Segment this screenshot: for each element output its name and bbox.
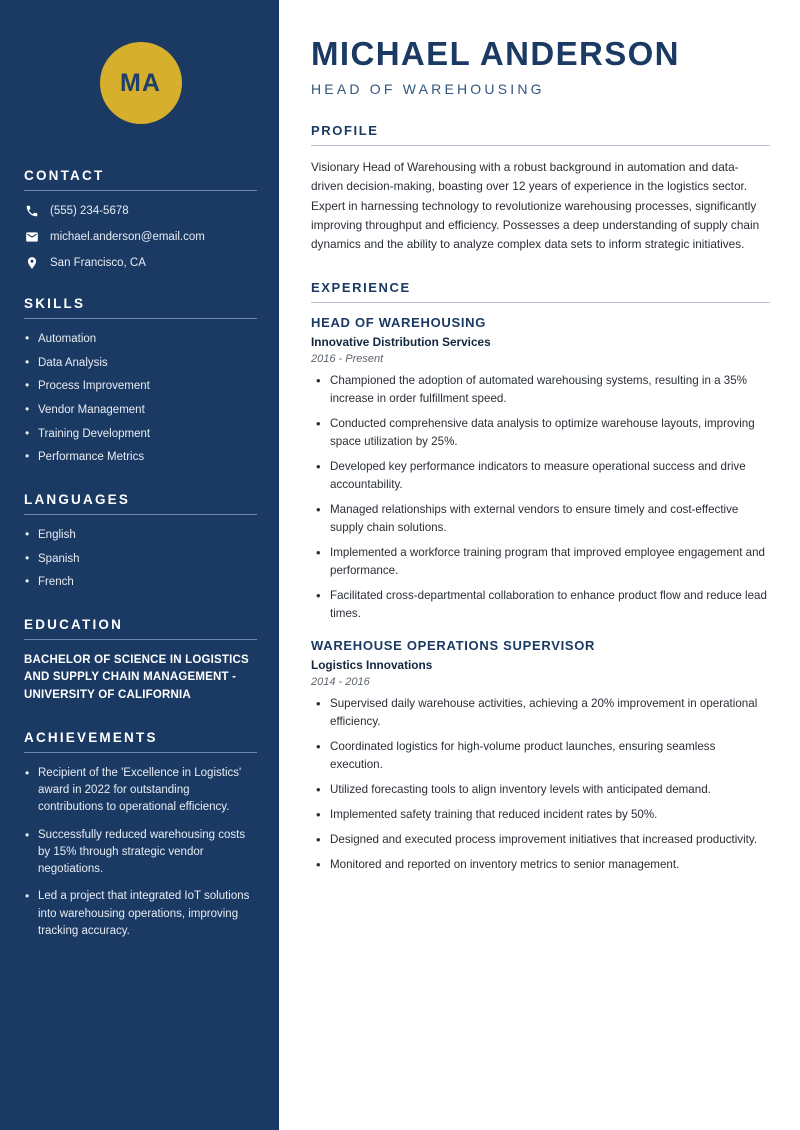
list-item: • Utilized forecasting tools to align inventory levels with anticipated demand. bbox=[313, 781, 770, 799]
job-bullet-list bbox=[313, 372, 770, 623]
experience-section bbox=[311, 280, 770, 874]
job-company: Logistics Innovations bbox=[311, 658, 433, 673]
job-dates: 2014 - 2016 bbox=[311, 676, 370, 689]
profile-heading: PROFILE bbox=[311, 123, 770, 146]
languages-section bbox=[24, 492, 257, 591]
list-item: • Championed the adoption of automated warehousing systems, resulting in a 35% increase in order fulfillment speed. bbox=[313, 372, 770, 408]
achievements-heading: ACHIEVEMENTS bbox=[24, 730, 257, 753]
list-item: • Designed and executed process improvement initiatives that increased productivity. bbox=[313, 831, 770, 849]
envelope-icon bbox=[24, 229, 39, 244]
skills-section bbox=[24, 296, 257, 466]
list-item: • Automation bbox=[24, 331, 257, 348]
list-item: • Developed key performance indicators to measure operational success and drive accountability. bbox=[313, 458, 770, 494]
profile-text: Visionary Head of Warehousing with a robust background in automation and data-driven decision-making, boasting over 12 years of experience in the logistics sector. Expert in harnessing technology to revolutionize warehousing processes, significantly improving throughput and efficiency. Possesses a deep understanding of supply chain dynamics and the ability to analyze complex data sets to inform strategic initiatives. bbox=[311, 160, 760, 251]
list-item: • Supervised daily warehouse activities, achieving a 20% improvement in operational efficiency. bbox=[313, 695, 770, 731]
experience-heading: EXPERIENCE bbox=[311, 280, 770, 303]
contact-email[interactable] bbox=[24, 229, 257, 244]
list-item: • Monitored and reported on inventory metrics to senior management. bbox=[313, 856, 770, 874]
list-item: • Successfully reduced warehousing costs by 15% through strategic vendor negotiations. bbox=[24, 827, 257, 879]
list-item: • Conducted comprehensive data analysis to optimize warehouse layouts, improving space utilization by 25%. bbox=[313, 415, 770, 451]
list-item: • Performance Metrics bbox=[24, 449, 257, 466]
job-title: HEAD OF WAREHOUSING bbox=[311, 314, 487, 330]
languages-list bbox=[24, 527, 257, 591]
page-title: MICHAEL ANDERSON bbox=[311, 35, 680, 72]
contact-location-value: San Francisco, CA bbox=[50, 256, 146, 269]
contact-email-value: michael.anderson@email.com bbox=[50, 230, 205, 243]
list-item: • Training Development bbox=[24, 426, 257, 443]
contact-phone-value: (555) 234-5678 bbox=[50, 204, 129, 217]
list-item: • Led a project that integrated IoT solutions into warehousing operations, improving tracking accuracy. bbox=[24, 888, 257, 940]
list-item: • English bbox=[24, 527, 257, 544]
list-item: • Data Analysis bbox=[24, 355, 257, 372]
languages-heading: LANGUAGES bbox=[24, 492, 257, 515]
experience-entry-1 bbox=[311, 315, 770, 623]
list-item: • Coordinated logistics for high-volume product launches, ensuring seamless execution. bbox=[313, 738, 770, 774]
list-item: • Recipient of the 'Excellence in Logistics' award in 2022 for outstanding contributions to operational efficiency. bbox=[24, 765, 257, 817]
skills-list bbox=[24, 331, 257, 466]
education-section bbox=[24, 617, 257, 704]
job-role-subtitle: HEAD OF WAREHOUSING bbox=[311, 81, 545, 98]
job-dates: 2016 - Present bbox=[311, 352, 384, 365]
achievements-section bbox=[24, 730, 257, 940]
list-item: • Vendor Management bbox=[24, 402, 257, 419]
sidebar bbox=[0, 0, 279, 1130]
list-item: • Implemented a workforce training program that improved employee engagement and performance. bbox=[313, 544, 770, 580]
education-heading: EDUCATION bbox=[24, 617, 257, 640]
phone-icon bbox=[24, 203, 39, 218]
contact-location[interactable] bbox=[24, 255, 257, 270]
list-item: • Facilitated cross-departmental collaboration to enhance product flow and reduce lead times. bbox=[313, 587, 770, 623]
avatar-container bbox=[24, 0, 257, 168]
job-title: WAREHOUSE OPERATIONS SUPERVISOR bbox=[311, 638, 596, 654]
list-item: • French bbox=[24, 574, 257, 591]
profile-section bbox=[311, 123, 770, 254]
list-item: • Process Improvement bbox=[24, 378, 257, 395]
avatar-initials: MA bbox=[100, 42, 182, 124]
contact-phone[interactable] bbox=[24, 203, 257, 218]
job-company: Innovative Distribution Services bbox=[311, 334, 491, 349]
experience-entry-2 bbox=[311, 638, 770, 874]
skills-heading: SKILLS bbox=[24, 296, 257, 319]
job-bullet-list bbox=[313, 695, 770, 874]
list-item: • Managed relationships with external vendors to ensure timely and cost-effective supply chain solutions. bbox=[313, 501, 770, 537]
location-pin-icon bbox=[24, 255, 39, 270]
contact-heading: CONTACT bbox=[24, 168, 257, 191]
list-item: • Spanish bbox=[24, 551, 257, 568]
education-entry: BACHELOR OF SCIENCE IN LOGISTICS AND SUPPLY CHAIN MANAGEMENT - UNIVERSITY OF CALIFORNIA bbox=[24, 654, 249, 701]
main-content bbox=[279, 0, 800, 1130]
list-item: • Implemented safety training that reduced incident rates by 50%. bbox=[313, 806, 770, 824]
achievements-list bbox=[24, 765, 257, 940]
contact-section bbox=[24, 168, 257, 270]
